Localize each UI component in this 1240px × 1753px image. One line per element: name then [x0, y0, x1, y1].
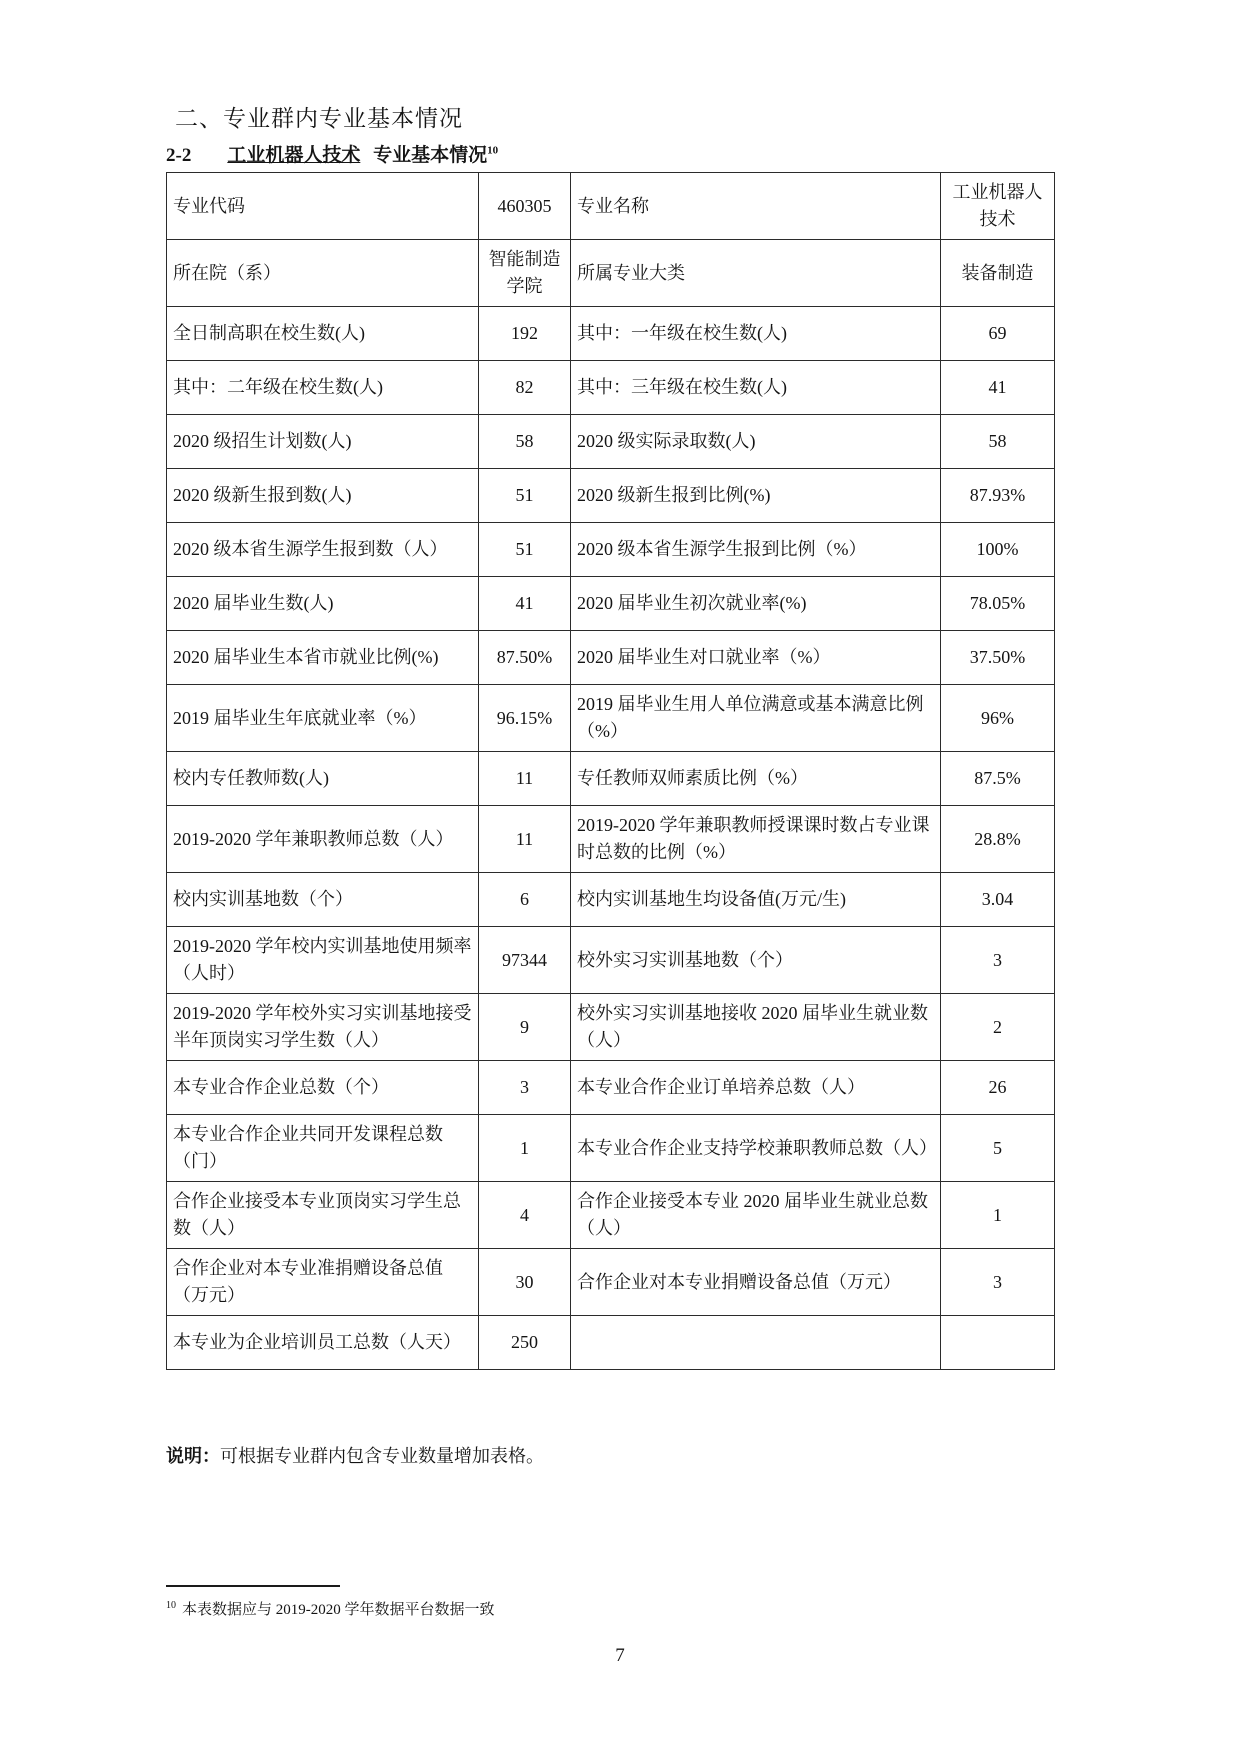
table-cell-label2 [571, 1316, 941, 1370]
table-row [167, 1249, 1055, 1316]
table-cell-label1: 校内专任教师数(人) [167, 752, 479, 806]
table-cell-label1: 2020 级本省生源学生报到数（人） [167, 523, 479, 577]
table-cell-value1: 智能制造学院 [479, 240, 571, 307]
table-row [167, 685, 1055, 752]
table-cell-label1: 2020 届毕业生本省市就业比例(%) [167, 631, 479, 685]
table-row [167, 1316, 1055, 1370]
footnote [166, 1598, 495, 1619]
table-cell-label1: 专业代码 [167, 173, 479, 240]
table-cell-value2 [941, 1316, 1055, 1370]
table-cell-value2: 78.05% [941, 577, 1055, 631]
table-cell-label1: 2020 届毕业生数(人) [167, 577, 479, 631]
table-row [167, 523, 1055, 577]
table-cell-label2: 专任教师双师素质比例（%） [571, 752, 941, 806]
table-cell-value1: 11 [479, 806, 571, 873]
table-cell-value1: 11 [479, 752, 571, 806]
footnote-text: 本表数据应与 2019-2020 学年数据平台数据一致 [182, 1602, 495, 1618]
table-cell-value2: 3 [941, 927, 1055, 994]
table-cell-label2: 校外实习实训基地接收 2020 届毕业生就业数（人） [571, 994, 941, 1061]
table-row [167, 307, 1055, 361]
table-row [167, 752, 1055, 806]
table-row [167, 873, 1055, 927]
table-cell-value1: 9 [479, 994, 571, 1061]
table-row [167, 415, 1055, 469]
table-cell-value1: 250 [479, 1316, 571, 1370]
footnote-ref: 10 [166, 1600, 176, 1611]
table-cell-value2: 26 [941, 1061, 1055, 1115]
table-row [167, 361, 1055, 415]
table-cell-label2: 校外实习实训基地数（个） [571, 927, 941, 994]
table-cell-value2: 2 [941, 994, 1055, 1061]
table-row [167, 173, 1055, 240]
table-cell-value2: 装备制造 [941, 240, 1055, 307]
table-cell-value1: 97344 [479, 927, 571, 994]
table-cell-label1: 2020 级新生报到数(人) [167, 469, 479, 523]
table-cell-label2: 2020 届毕业生初次就业率(%) [571, 577, 941, 631]
table-cell-value2: 1 [941, 1182, 1055, 1249]
table-cell-value1: 51 [479, 523, 571, 577]
page-number: 7 [615, 1645, 625, 1666]
major-info-table [166, 172, 1055, 1370]
table-row [167, 927, 1055, 994]
table-cell-label1: 2019-2020 学年校外实习实训基地接受半年顶岗实习学生数（人） [167, 994, 479, 1061]
table-cell-label2: 2019-2020 学年兼职教师授课课时数占专业课时总数的比例（%） [571, 806, 941, 873]
table-cell-value1: 30 [479, 1249, 571, 1316]
table-cell-label1: 本专业合作企业共同开发课程总数（门） [167, 1115, 479, 1182]
table-cell-label1: 2019-2020 学年兼职教师总数（人） [167, 806, 479, 873]
table-note [166, 1442, 544, 1468]
table-cell-value2: 87.5% [941, 752, 1055, 806]
table-cell-label2: 2020 届毕业生对口就业率（%） [571, 631, 941, 685]
table-cell-label2: 2020 级新生报到比例(%) [571, 469, 941, 523]
table-cell-value2: 69 [941, 307, 1055, 361]
table-cell-label1: 合作企业接受本专业顶岗实习学生总数（人） [167, 1182, 479, 1249]
table-cell-label1: 其中：二年级在校生数(人) [167, 361, 479, 415]
table-cell-label1: 全日制高职在校生数(人) [167, 307, 479, 361]
table-cell-label2: 2020 级实际录取数(人) [571, 415, 941, 469]
table-cell-label1: 2020 级招生计划数(人) [167, 415, 479, 469]
table-cell-label2: 校内实训基地生均设备值(万元/生) [571, 873, 941, 927]
table-cell-value2: 100% [941, 523, 1055, 577]
section-heading: 二、专业群内专业基本情况 [175, 106, 463, 131]
table-cell-value2: 3 [941, 1249, 1055, 1316]
table-cell-label2: 2019 届毕业生用人单位满意或基本满意比例（%） [571, 685, 941, 752]
table-cell-label2: 合作企业接受本专业 2020 届毕业生就业总数（人） [571, 1182, 941, 1249]
table-cell-value2: 5 [941, 1115, 1055, 1182]
table-row [167, 577, 1055, 631]
caption-suffix: 专业基本情况 [373, 145, 488, 166]
table-cell-value1: 4 [479, 1182, 571, 1249]
table-cell-label1: 2019 届毕业生年底就业率（%） [167, 685, 479, 752]
note-label: 说明： [166, 1446, 220, 1466]
table-cell-label1: 2019-2020 学年校内实训基地使用频率（人时） [167, 927, 479, 994]
table-caption [166, 140, 498, 167]
table-cell-value2: 96% [941, 685, 1055, 752]
table-cell-label2: 合作企业对本专业捐赠设备总值（万元） [571, 1249, 941, 1316]
table-cell-value2: 41 [941, 361, 1055, 415]
table-cell-label1: 校内实训基地数（个） [167, 873, 479, 927]
table-cell-value1: 460305 [479, 173, 571, 240]
table-cell-label1: 本专业为企业培训员工总数（人天） [167, 1316, 479, 1370]
table-cell-value2: 3.04 [941, 873, 1055, 927]
table-cell-value1: 41 [479, 577, 571, 631]
caption-major-name: 工业机器人技术 [227, 145, 361, 166]
table-row [167, 469, 1055, 523]
table-cell-value1: 96.15% [479, 685, 571, 752]
table-row [167, 806, 1055, 873]
table-cell-value2: 87.93% [941, 469, 1055, 523]
table-cell-label2: 所属专业大类 [571, 240, 941, 307]
caption-number: 2-2 [166, 145, 192, 166]
table-cell-label1: 合作企业对本专业准捐赠设备总值（万元） [167, 1249, 479, 1316]
table-cell-label2: 2020 级本省生源学生报到比例（%） [571, 523, 941, 577]
table-row [167, 994, 1055, 1061]
table-cell-label1: 所在院（系） [167, 240, 479, 307]
table-cell-value1: 51 [479, 469, 571, 523]
footnote-separator [166, 1585, 340, 1587]
table-cell-value1: 192 [479, 307, 571, 361]
table-cell-value1: 87.50% [479, 631, 571, 685]
caption-footnote-ref: 10 [487, 144, 499, 157]
table-cell-value1: 82 [479, 361, 571, 415]
table-row [167, 1115, 1055, 1182]
table-cell-value2: 28.8% [941, 806, 1055, 873]
table-cell-label2: 其中：一年级在校生数(人) [571, 307, 941, 361]
table-cell-label2: 专业名称 [571, 173, 941, 240]
table-row [167, 631, 1055, 685]
table-cell-label2: 本专业合作企业订单培养总数（人） [571, 1061, 941, 1115]
note-text: 可根据专业群内包含专业数量增加表格。 [220, 1446, 544, 1466]
table-cell-value1: 58 [479, 415, 571, 469]
table-cell-value2: 58 [941, 415, 1055, 469]
table-cell-value2: 工业机器人技术 [941, 173, 1055, 240]
table-cell-label1: 本专业合作企业总数（个） [167, 1061, 479, 1115]
table-cell-label2: 本专业合作企业支持学校兼职教师总数（人） [571, 1115, 941, 1182]
table-cell-value2: 37.50% [941, 631, 1055, 685]
table-cell-value1: 3 [479, 1061, 571, 1115]
table-cell-value1: 6 [479, 873, 571, 927]
table-row [167, 240, 1055, 307]
table-cell-value1: 1 [479, 1115, 571, 1182]
table-cell-label2: 其中：三年级在校生数(人) [571, 361, 941, 415]
table-row [167, 1182, 1055, 1249]
table-row [167, 1061, 1055, 1115]
